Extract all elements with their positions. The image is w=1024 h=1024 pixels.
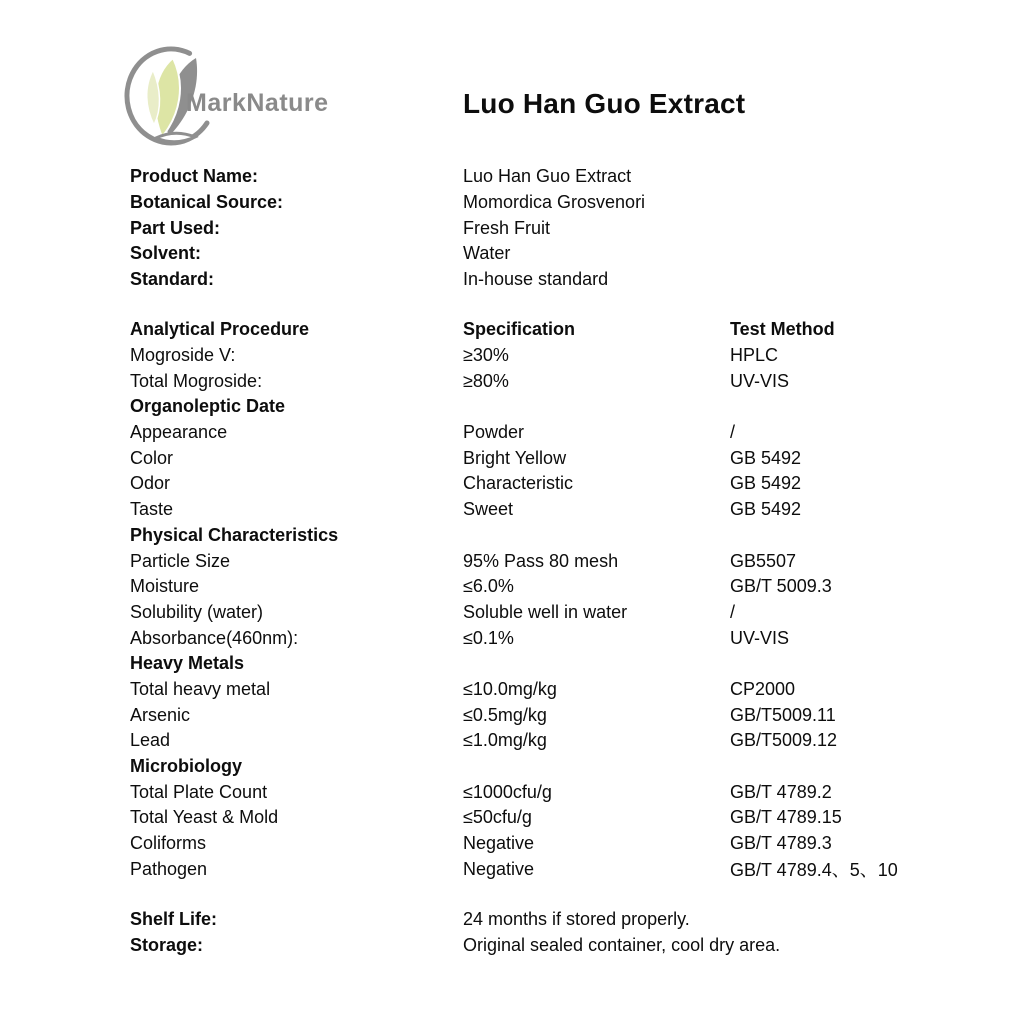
- cell-test-method: UV-VIS: [730, 370, 790, 391]
- section-label: Physical Characteristics: [130, 524, 339, 545]
- cell-procedure: Lead: [130, 730, 171, 751]
- cell-specification: ≤6.0%: [463, 576, 514, 597]
- cell-specification: ≤1000cfu/g: [463, 781, 552, 802]
- spec-table-header-row: [130, 317, 1024, 343]
- cell-procedure: Total Plate Count: [130, 781, 268, 802]
- spec-data-row: [130, 805, 1024, 831]
- header-analytical-procedure: Analytical Procedure: [130, 319, 310, 340]
- cell-procedure: Particle Size: [130, 550, 231, 571]
- cell-procedure: Arsenic: [130, 704, 191, 725]
- cell-test-method: GB/T 5009.3: [730, 576, 832, 597]
- cell-test-method: GB 5492: [730, 447, 802, 468]
- spec-data-row: [130, 677, 1024, 703]
- cell-specification: Characteristic: [463, 473, 574, 494]
- header-specification: Specification: [463, 319, 576, 340]
- product-info-row: [130, 241, 1024, 267]
- cell-test-method: /: [730, 601, 736, 622]
- product-info-list: [130, 164, 1024, 292]
- field-value: Luo Han Guo Extract: [463, 166, 632, 187]
- storage-info-row: [130, 907, 1024, 933]
- cell-procedure: Coliforms: [130, 833, 207, 854]
- spec-section-row: [130, 754, 1024, 780]
- section-label: Organoleptic Date: [130, 396, 286, 417]
- spec-section-row: [130, 651, 1024, 677]
- field-value: In-house standard: [463, 269, 609, 290]
- field-label: Product Name:: [130, 166, 259, 187]
- cell-test-method: CP2000: [730, 678, 796, 699]
- cell-test-method: GB/T 4789.15: [730, 807, 842, 828]
- product-info-row: [130, 164, 1024, 190]
- cell-specification: ≤0.1%: [463, 627, 514, 648]
- cell-specification: Negative: [463, 858, 535, 879]
- spec-data-row: [130, 368, 1024, 394]
- page-title: Luo Han Guo Extract: [463, 88, 746, 119]
- cell-procedure: Pathogen: [130, 858, 208, 879]
- field-label: Shelf Life:: [130, 909, 218, 930]
- cell-test-method: GB/T 4789.2: [730, 781, 832, 802]
- cell-specification: Negative: [463, 833, 535, 854]
- section-label: Heavy Metals: [130, 653, 245, 674]
- cell-test-method: GB/T 4789.3: [730, 833, 832, 854]
- cell-procedure: Mogroside V:: [130, 345, 236, 366]
- cell-procedure: Total Yeast & Mold: [130, 807, 279, 828]
- brand-logo: [118, 45, 418, 149]
- cell-specification: ≤0.5mg/kg: [463, 704, 547, 725]
- cell-specification: Powder: [463, 422, 525, 443]
- brand-name: MarkNature: [186, 89, 329, 117]
- spec-data-row: [130, 420, 1024, 446]
- cell-test-method: HPLC: [730, 345, 779, 366]
- cell-procedure: Odor: [130, 473, 171, 494]
- cell-specification: Sweet: [463, 499, 514, 520]
- section-label: Microbiology: [130, 756, 242, 777]
- field-label: Botanical Source:: [130, 192, 284, 213]
- spec-section-row: [130, 394, 1024, 420]
- cell-test-method: GB/T5009.11: [730, 704, 836, 725]
- spec-section-row: [130, 523, 1024, 549]
- cell-specification: ≤1.0mg/kg: [463, 730, 547, 751]
- spec-data-row: [130, 600, 1024, 626]
- product-info-row: [130, 215, 1024, 241]
- cell-specification: 95% Pass 80 mesh: [463, 550, 619, 571]
- spec-data-row: [130, 471, 1024, 497]
- spec-data-row: [130, 625, 1024, 651]
- storage-info-list: [130, 907, 1024, 958]
- spec-data-row: [130, 856, 1024, 882]
- cell-test-method: GB 5492: [730, 473, 802, 494]
- spec-data-row: [130, 831, 1024, 857]
- spec-data-row: [130, 445, 1024, 471]
- spec-data-row: [130, 343, 1024, 369]
- cell-test-method: GB/T 4789.4、5、10: [730, 860, 898, 881]
- cell-procedure: Total heavy metal: [130, 678, 271, 699]
- header-test-method: Test Method: [730, 319, 835, 340]
- spec-table: [130, 317, 1024, 882]
- storage-info-row: [130, 933, 1024, 959]
- cell-test-method: GB5507: [730, 550, 797, 571]
- cell-procedure: Solubility (water): [130, 601, 264, 622]
- cell-specification: ≥80%: [463, 370, 509, 391]
- cell-test-method: /: [730, 422, 736, 443]
- cell-procedure: Taste: [130, 499, 174, 520]
- spec-data-row: [130, 548, 1024, 574]
- cell-test-method: GB/T5009.12: [730, 730, 838, 751]
- spec-data-row: [130, 497, 1024, 523]
- field-label: Standard:: [130, 269, 215, 290]
- field-label: Storage:: [130, 935, 204, 956]
- cell-specification: Bright Yellow: [463, 447, 567, 468]
- spec-data-row: [130, 702, 1024, 728]
- field-value: Fresh Fruit: [463, 217, 551, 238]
- spec-table-body: [130, 343, 1024, 882]
- product-info-row: [130, 267, 1024, 293]
- field-value: Original sealed container, cool dry area.: [463, 935, 781, 956]
- spec-data-row: [130, 779, 1024, 805]
- cell-procedure: Total Mogroside:: [130, 370, 263, 391]
- spec-data-row: [130, 574, 1024, 600]
- cell-specification: Soluble well in water: [463, 601, 628, 622]
- field-value: Momordica Grosvenori: [463, 192, 646, 213]
- cell-specification: ≤10.0mg/kg: [463, 678, 557, 699]
- cell-procedure: Moisture: [130, 576, 200, 597]
- cell-procedure: Color: [130, 447, 174, 468]
- field-value: Water: [463, 243, 511, 264]
- field-value: 24 months if stored properly.: [463, 909, 690, 930]
- spec-data-row: [130, 728, 1024, 754]
- cell-specification: ≥30%: [463, 345, 509, 366]
- cell-procedure: Appearance: [130, 422, 228, 443]
- product-info-row: [130, 190, 1024, 216]
- cell-procedure: Absorbance(460nm):: [130, 627, 299, 648]
- cell-test-method: GB 5492: [730, 499, 802, 520]
- cell-specification: ≤50cfu/g: [463, 807, 532, 828]
- field-label: Part Used:: [130, 217, 221, 238]
- field-label: Solvent:: [130, 243, 202, 264]
- cell-test-method: UV-VIS: [730, 627, 790, 648]
